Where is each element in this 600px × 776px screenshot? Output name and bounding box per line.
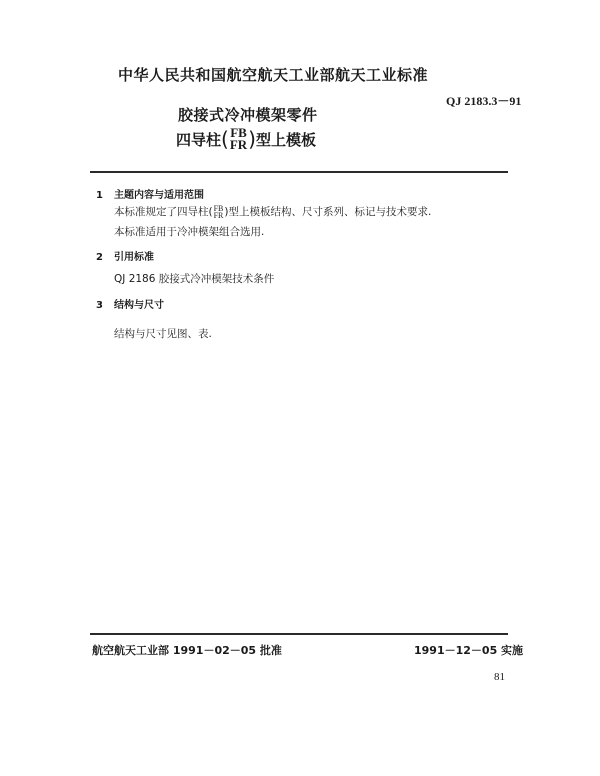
- header-rule: [90, 171, 508, 173]
- title-model-fraction: [230, 127, 247, 151]
- approval-date: 航空航天工业部 1991－02－05 批准: [92, 644, 282, 657]
- open-paren: (: [221, 127, 229, 151]
- fraction-bottom: FR: [229, 137, 248, 152]
- footer-rule: [90, 633, 508, 635]
- standard-number: QJ 2183.3－91: [446, 94, 522, 108]
- section-1-paragraph-1: 本标准规定了四导柱( FB FR )型上模板结构、尺寸系列、标记与技术要求.: [114, 204, 432, 220]
- section-2-heading: 2 引用标准: [96, 252, 154, 263]
- fraction-top: FB: [230, 125, 247, 140]
- section-1-heading: 1 主题内容与适用范围: [96, 190, 204, 201]
- section-3-heading: 3 结构与尺寸: [96, 300, 164, 311]
- implementation-date: 1991－12－05 实施: [414, 644, 524, 657]
- title-prefix: 四导柱: [176, 130, 222, 149]
- section-1-paragraph-2: 本标准适用于冷冲模架组合选用.: [114, 226, 265, 238]
- title-suffix: 型上模板: [255, 130, 316, 149]
- section-2-paragraph-1: QJ 2186 胶接式冷冲模架技术条件: [114, 273, 275, 285]
- inline-model-fraction: FB FR: [213, 204, 224, 220]
- document-title-line1: 胶接式冷冲模架零件: [178, 106, 318, 124]
- document-title-line2: [176, 127, 316, 151]
- issuing-organization: 中华人民共和国航空航天工业部航天工业标准: [118, 66, 429, 84]
- section-3-paragraph-1: 结构与尺寸见图、表.: [114, 328, 212, 340]
- close-paren: ): [248, 127, 256, 151]
- page-number: 81: [494, 671, 505, 683]
